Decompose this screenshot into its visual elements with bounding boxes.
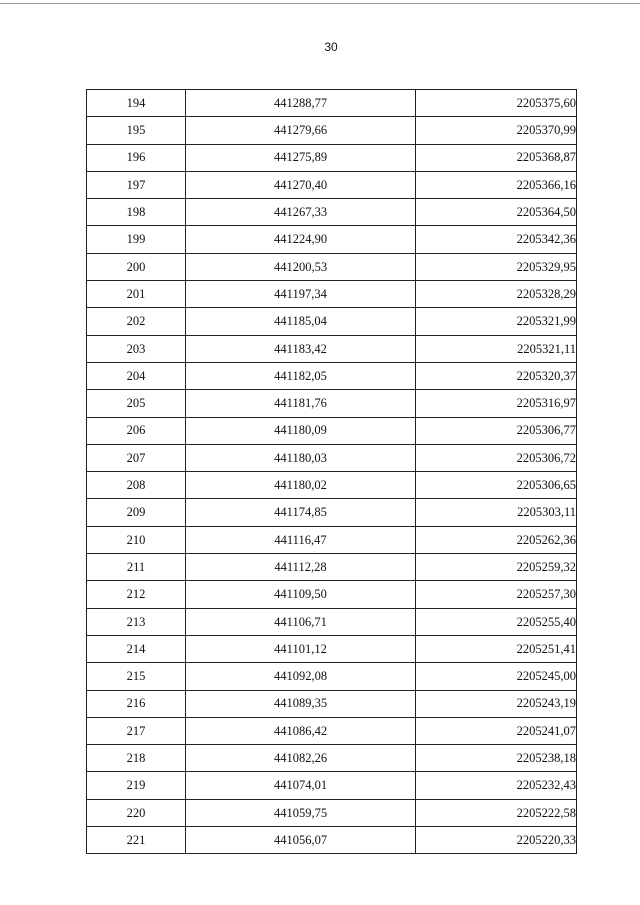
y-coordinate-cell: 2205306,72 — [416, 444, 577, 471]
point-number-cell: 211 — [87, 554, 186, 581]
y-coordinate-cell: 2205262,36 — [416, 526, 577, 553]
table-row — [87, 144, 577, 171]
table-row — [87, 199, 577, 226]
table-row — [87, 226, 577, 253]
x-coordinate-cell: 441086,42 — [186, 717, 416, 744]
x-coordinate-cell: 441056,07 — [186, 827, 416, 854]
page-number: 30 — [324, 40, 338, 54]
x-coordinate-cell: 441288,77 — [186, 90, 416, 117]
table-row — [87, 253, 577, 280]
y-coordinate-cell: 2205329,95 — [416, 253, 577, 280]
y-coordinate-cell: 2205370,99 — [416, 117, 577, 144]
y-coordinate-cell: 2205259,32 — [416, 554, 577, 581]
x-coordinate-cell: 441180,09 — [186, 417, 416, 444]
table-row — [87, 171, 577, 198]
table-row — [87, 362, 577, 389]
x-coordinate-cell: 441180,02 — [186, 472, 416, 499]
point-number-cell: 209 — [87, 499, 186, 526]
point-number-cell: 206 — [87, 417, 186, 444]
y-coordinate-cell: 2205321,11 — [416, 335, 577, 362]
point-number-cell: 221 — [87, 827, 186, 854]
y-coordinate-cell: 2205316,97 — [416, 390, 577, 417]
y-coordinate-cell: 2205220,33 — [416, 827, 577, 854]
x-coordinate-cell: 441101,12 — [186, 635, 416, 662]
y-coordinate-cell: 2205364,50 — [416, 199, 577, 226]
y-coordinate-cell: 2205257,30 — [416, 581, 577, 608]
table-row — [87, 417, 577, 444]
point-number-cell: 208 — [87, 472, 186, 499]
y-coordinate-cell: 2205368,87 — [416, 144, 577, 171]
x-coordinate-cell: 441185,04 — [186, 308, 416, 335]
point-number-cell: 200 — [87, 253, 186, 280]
point-number-cell: 216 — [87, 690, 186, 717]
y-coordinate-cell: 2205241,07 — [416, 717, 577, 744]
y-coordinate-cell: 2205232,43 — [416, 772, 577, 799]
point-number-cell: 212 — [87, 581, 186, 608]
table-row — [87, 472, 577, 499]
point-number-cell: 219 — [87, 772, 186, 799]
table-row — [87, 554, 577, 581]
point-number-cell: 214 — [87, 635, 186, 662]
x-coordinate-cell: 441279,66 — [186, 117, 416, 144]
top-border-line — [0, 3, 640, 4]
x-coordinate-cell: 441224,90 — [186, 226, 416, 253]
x-coordinate-cell: 441174,85 — [186, 499, 416, 526]
x-coordinate-cell: 441116,47 — [186, 526, 416, 553]
point-number-cell: 217 — [87, 717, 186, 744]
y-coordinate-cell: 2205342,36 — [416, 226, 577, 253]
table-row — [87, 690, 577, 717]
x-coordinate-cell: 441181,76 — [186, 390, 416, 417]
point-number-cell: 218 — [87, 745, 186, 772]
table-row — [87, 799, 577, 826]
table-row — [87, 745, 577, 772]
y-coordinate-cell: 2205306,77 — [416, 417, 577, 444]
y-coordinate-cell: 2205245,00 — [416, 663, 577, 690]
table-row — [87, 390, 577, 417]
table-row — [87, 827, 577, 854]
y-coordinate-cell: 2205320,37 — [416, 362, 577, 389]
x-coordinate-cell: 441267,33 — [186, 199, 416, 226]
point-number-cell: 201 — [87, 281, 186, 308]
table-row — [87, 308, 577, 335]
point-number-cell: 196 — [87, 144, 186, 171]
table-row — [87, 635, 577, 662]
y-coordinate-cell: 2205375,60 — [416, 90, 577, 117]
table-row — [87, 526, 577, 553]
x-coordinate-cell: 441200,53 — [186, 253, 416, 280]
y-coordinate-cell: 2205255,40 — [416, 608, 577, 635]
y-coordinate-cell: 2205306,65 — [416, 472, 577, 499]
coordinates-table — [86, 89, 577, 854]
x-coordinate-cell: 441109,50 — [186, 581, 416, 608]
y-coordinate-cell: 2205366,16 — [416, 171, 577, 198]
x-coordinate-cell: 441275,89 — [186, 144, 416, 171]
y-coordinate-cell: 2205328,29 — [416, 281, 577, 308]
y-coordinate-cell: 2205251,41 — [416, 635, 577, 662]
point-number-cell: 202 — [87, 308, 186, 335]
table-row — [87, 663, 577, 690]
y-coordinate-cell: 2205303,11 — [416, 499, 577, 526]
point-number-cell: 199 — [87, 226, 186, 253]
x-coordinate-cell: 441112,28 — [186, 554, 416, 581]
table-row — [87, 117, 577, 144]
y-coordinate-cell: 2205243,19 — [416, 690, 577, 717]
x-coordinate-cell: 441197,34 — [186, 281, 416, 308]
y-coordinate-cell: 2205321,99 — [416, 308, 577, 335]
x-coordinate-cell: 441182,05 — [186, 362, 416, 389]
x-coordinate-cell: 441180,03 — [186, 444, 416, 471]
y-coordinate-cell: 2205222,58 — [416, 799, 577, 826]
point-number-cell: 205 — [87, 390, 186, 417]
table-row — [87, 608, 577, 635]
x-coordinate-cell: 441059,75 — [186, 799, 416, 826]
point-number-cell: 194 — [87, 90, 186, 117]
table-row — [87, 335, 577, 362]
table-row — [87, 444, 577, 471]
point-number-cell: 197 — [87, 171, 186, 198]
table-row — [87, 772, 577, 799]
x-coordinate-cell: 441106,71 — [186, 608, 416, 635]
point-number-cell: 220 — [87, 799, 186, 826]
point-number-cell: 198 — [87, 199, 186, 226]
table-row — [87, 717, 577, 744]
table-row — [87, 499, 577, 526]
x-coordinate-cell: 441092,08 — [186, 663, 416, 690]
table-row — [87, 581, 577, 608]
point-number-cell: 195 — [87, 117, 186, 144]
x-coordinate-cell: 441270,40 — [186, 171, 416, 198]
table-row — [87, 90, 577, 117]
x-coordinate-cell: 441089,35 — [186, 690, 416, 717]
x-coordinate-cell: 441082,26 — [186, 745, 416, 772]
point-number-cell: 210 — [87, 526, 186, 553]
coordinates-table-body — [87, 90, 577, 854]
point-number-cell: 203 — [87, 335, 186, 362]
x-coordinate-cell: 441074,01 — [186, 772, 416, 799]
point-number-cell: 207 — [87, 444, 186, 471]
y-coordinate-cell: 2205238,18 — [416, 745, 577, 772]
point-number-cell: 204 — [87, 362, 186, 389]
point-number-cell: 213 — [87, 608, 186, 635]
x-coordinate-cell: 441183,42 — [186, 335, 416, 362]
point-number-cell: 215 — [87, 663, 186, 690]
table-row — [87, 281, 577, 308]
